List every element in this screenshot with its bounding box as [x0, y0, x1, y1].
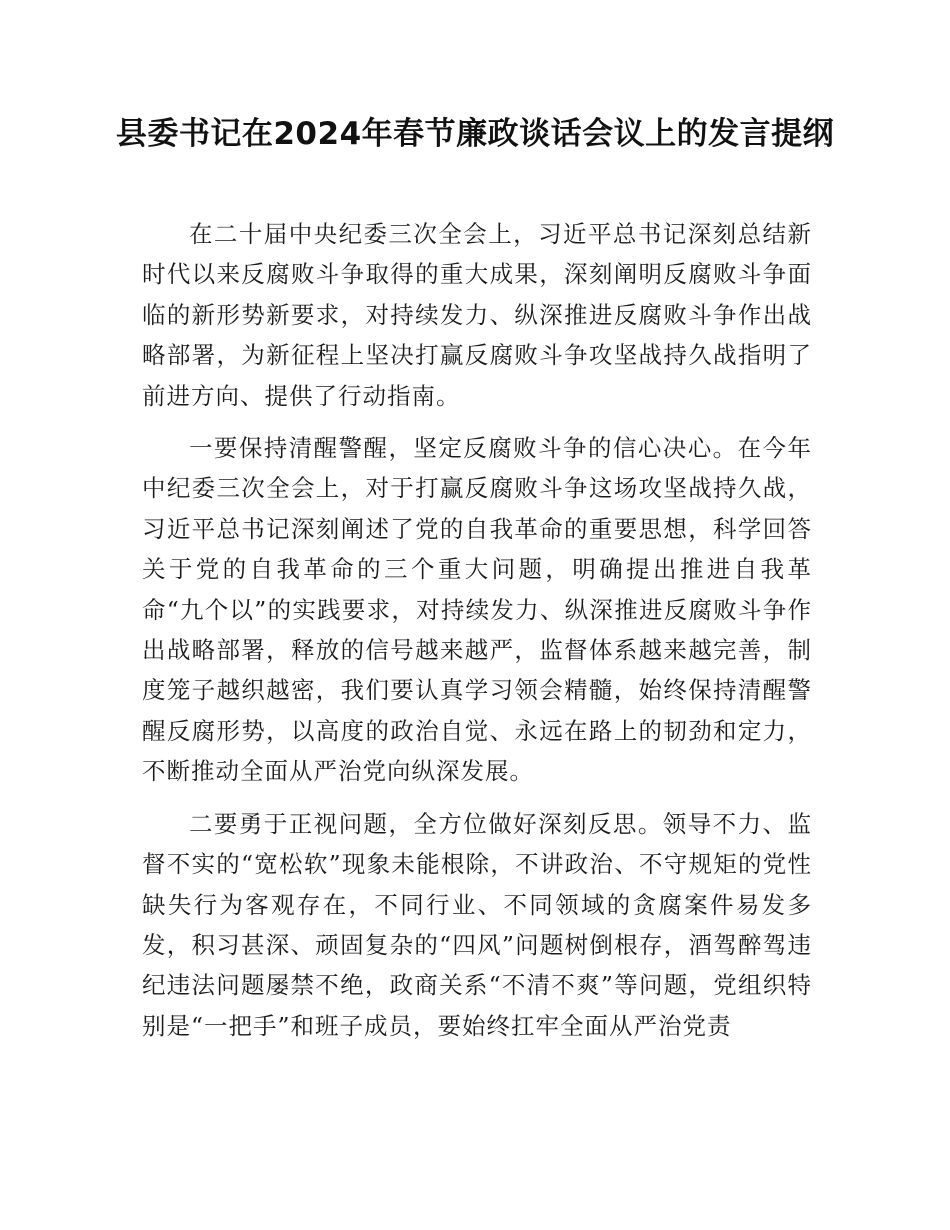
document-title: 县委书记在2024年春节廉政谈话会议上的发言提纲: [115, 116, 835, 152]
paragraph-point-one: 一要保持清醒警醒，坚定反腐败斗争的信心决心。在今年中纪委三次全会上，对于打赢反腐败斗争这场攻坚战持久战，习近平总书记深刻阐述了党的自我革命的重要思想，科学回答关于党的自我革命的三个重大问题，明确提出推进自我革命“九个以”的实践要求，对持续发力、纵深推进反腐败斗争作出战略部署，释放的信号越来越严，监督体系越来越完善，制度笼子越织越密，我们要认真学习领会精髓，始终保持清醒警醒反腐形势，以高度的政治自觉、永远在路上的韧劲和定力，不断推动全面从严治党向纵深发展。: [142, 434, 812, 786]
document-body: [142, 214, 812, 1058]
paragraph-intro: 在二十届中央纪委三次全会上，习近平总书记深刻总结新时代以来反腐败斗争取得的重大成果，深刻阐明反腐败斗争面临的新形势新要求，对持续发力、纵深推进反腐败斗争作出战略部署，为新征程上坚决打赢反腐败斗争攻坚战持久战指明了前进方向、提供了行动指南。: [142, 220, 812, 410]
paragraph-point-two: 二要勇于正视问题，全方位做好深刻反思。领导不力、监督不实的“宽松软”现象未能根除，不讲政治、不守规矩的党性缺失行为客观存在，不同行业、不同领域的贪腐案件易发多发，积习甚深、顽固复杂的“四风”问题树倒根存，酒驾醉驾违纪违法问题屡禁不绝，政商关系“不清不爽”等问题，党组织特别是“一把手”和班子成员，要始终扛牢全面从严治党责: [142, 809, 812, 1040]
